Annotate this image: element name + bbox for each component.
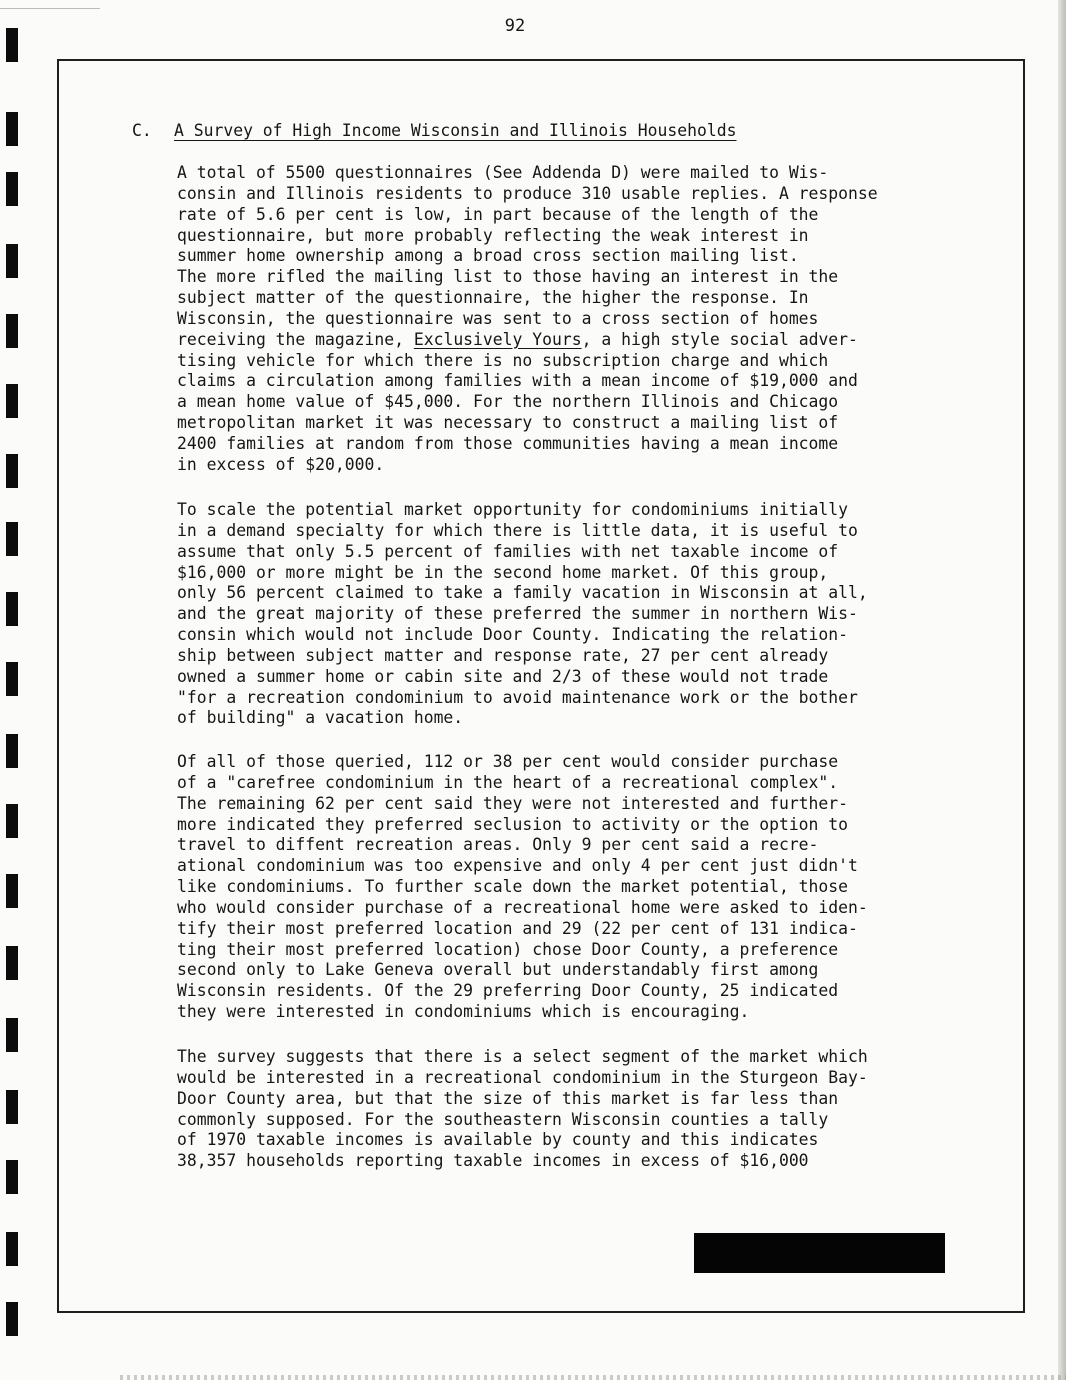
text-line: 2400 families at random from those communities having a mean income [177, 433, 839, 453]
text-line: owned a summer home or cabin site and 2/3 of these would not trade [177, 666, 829, 686]
text-line: claims a circulation among families with a mean income of $19,000 and [177, 371, 858, 391]
text-line: The remaining 62 per cent said they were not interested and further- [177, 793, 849, 813]
binding-mark [6, 734, 18, 768]
text-line: in excess of $20,000. [177, 454, 385, 474]
text-line: metropolitan market it was necessary to construct a mailing list of [177, 413, 839, 433]
binding-mark [6, 112, 18, 146]
text-line: receiving the magazine, Exclusively Yours, a high style social adver- [177, 329, 858, 349]
text-line: Of all of those queried, 112 or 38 per cent would consider purchase [177, 752, 839, 771]
binding-mark [6, 1090, 18, 1124]
paragraph-3 [177, 752, 937, 1023]
text-line: summer home ownership among a broad cross section mailing list. [177, 246, 799, 266]
text-line: The survey suggests that there is a select segment of the market which [177, 1047, 868, 1066]
text-line: ational condominium was too expensive and only 4 per cent just didn't [177, 856, 858, 876]
binding-mark [6, 1018, 18, 1052]
text-line: To scale the potential market opportunity for condominiums initially [177, 500, 849, 519]
section-letter: C. [132, 121, 152, 140]
text-line: ting their most preferred location) chose Door County, a preference [177, 939, 839, 959]
binding-mark [6, 1160, 18, 1194]
text-line: of 1970 taxable incomes is available by county and this indicates [177, 1130, 819, 1150]
redaction-block [694, 1233, 945, 1273]
binding-mark [6, 522, 18, 556]
binding-mark [6, 1302, 18, 1336]
text-line: "for a recreation condominium to avoid maintenance work or the bother [177, 687, 858, 707]
section-title: A Survey of High Income Wisconsin and Illinois Households [174, 121, 737, 140]
text-line: assume that only 5.5 percent of families with net taxable income of [177, 541, 839, 561]
binding-mark [6, 1232, 18, 1266]
underlined-magazine-title: Exclusively Yours [413, 329, 582, 349]
scan-corner-line [0, 8, 100, 9]
text-line: tify their most preferred location and 29 (22 per cent of 131 indica- [177, 918, 858, 938]
text-line: and the great majority of these preferred the summer in northern Wis- [177, 604, 858, 624]
binding-mark [6, 874, 18, 908]
text-line: commonly supposed. For the southeastern Wisconsin counties a tally [177, 1109, 829, 1129]
text-line: Wisconsin residents. Of the 29 preferring Door County, 25 indicated [177, 981, 839, 1001]
binding-mark [6, 384, 18, 418]
section-heading [132, 121, 736, 140]
paragraph-2 [177, 500, 937, 729]
binding-mark [6, 946, 18, 980]
text-line: The more rifled the mailing list to those having an interest in the [177, 267, 839, 287]
binding-mark [6, 314, 18, 348]
text-line: ship between subject matter and response rate, 27 per cent already [177, 645, 829, 665]
text-line: A total of 5500 questionnaires (See Addenda D) were mailed to Wis- [177, 163, 829, 182]
text-line: who would consider purchase of a recreational home were asked to iden- [177, 897, 868, 917]
text-line: a mean home value of $45,000. For the northern Illinois and Chicago [177, 392, 839, 412]
text-line: Wisconsin, the questionnaire was sent to a cross section of homes [177, 308, 819, 328]
text-line: consin and Illinois residents to produce 310 usable replies. A response [177, 183, 878, 203]
text-line: $16,000 or more might be in the second home market. Of this group, [177, 562, 829, 582]
binding-mark [6, 662, 18, 696]
binding-mark [6, 172, 18, 206]
text-line: Door County area, but that the size of this market is far less than [177, 1088, 839, 1108]
binding-mark [6, 592, 18, 626]
text-line: in a demand specialty for which there is little data, it is useful to [177, 520, 858, 540]
binding-mark [6, 244, 18, 278]
paragraph-4 [177, 1047, 937, 1172]
text-line: 38,357 households reporting taxable incomes in excess of $16,000 [177, 1151, 809, 1171]
text-line: rate of 5.6 per cent is low, in part because of the length of the [177, 204, 819, 224]
text-line: would be interested in a recreational condominium in the Sturgeon Bay- [177, 1067, 868, 1087]
scan-edge-shadow [1058, 0, 1066, 1380]
text-line: consin which would not include Door County. Indicating the relation- [177, 625, 849, 645]
scan-bottom-noise [120, 1375, 1066, 1380]
binding-mark [6, 454, 18, 488]
text-line: second only to Lake Geneva overall but understandably first among [177, 960, 819, 980]
page-number: 92 [504, 16, 526, 36]
text-line: more indicated they preferred seclusion to activity or the option to [177, 814, 849, 834]
text-line: they were interested in condominiums which is encouraging. [177, 1002, 750, 1022]
paragraph-1 [177, 163, 937, 476]
binding-mark [6, 804, 18, 838]
text-line: of a "carefree condominium in the heart of a recreational complex". [177, 772, 839, 792]
text-line: like condominiums. To further scale down the market potential, those [177, 877, 849, 897]
text-line: of building" a vacation home. [177, 708, 464, 728]
text-line: questionnaire, but more probably reflecting the weak interest in [177, 225, 809, 245]
text-line: only 56 percent claimed to take a family vacation in Wisconsin at all, [177, 583, 868, 603]
text-line: travel to diffent recreation areas. Only 9 per cent said a recre- [177, 835, 819, 855]
text-line: tising vehicle for which there is no subscription charge and which [177, 350, 829, 370]
text-line: subject matter of the questionnaire, the higher the response. In [177, 288, 809, 308]
